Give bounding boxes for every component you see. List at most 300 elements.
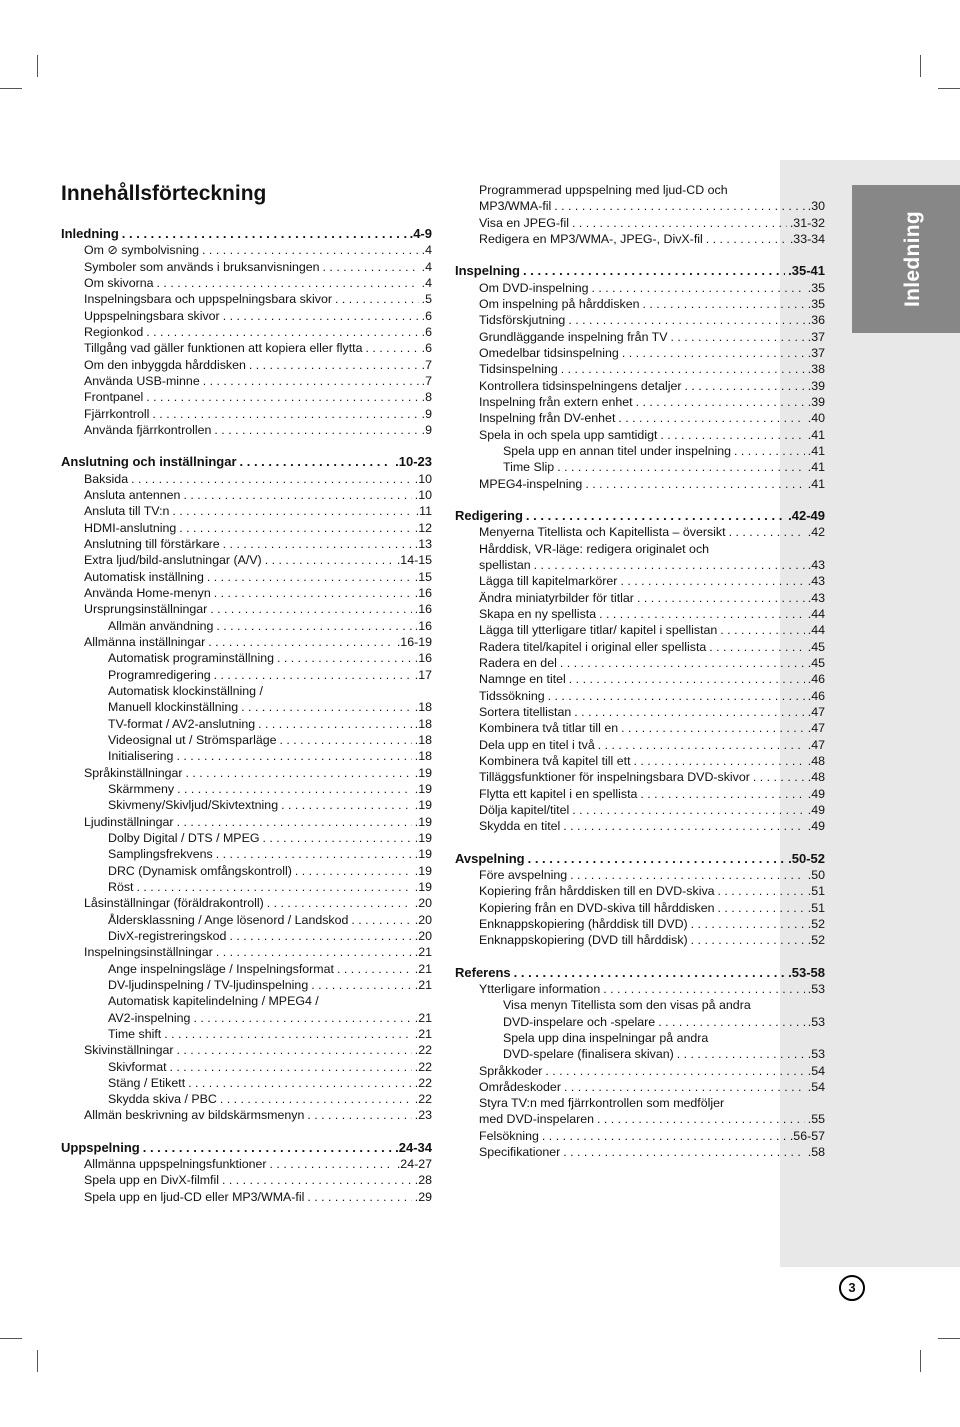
toc-entry bbox=[84, 944, 432, 960]
toc-entry-page: .56-57 bbox=[789, 1128, 825, 1143]
toc-entry bbox=[479, 622, 825, 638]
toc-dot-leader bbox=[574, 704, 804, 720]
toc-entry-page: .22 bbox=[414, 1059, 432, 1074]
toc-entry bbox=[479, 1111, 825, 1127]
toc-entry-title: Stäng / Etikett bbox=[108, 1075, 186, 1090]
toc-dot-leader bbox=[223, 308, 419, 324]
toc-entry bbox=[84, 389, 432, 405]
toc-dot-leader bbox=[249, 357, 419, 373]
toc-entry bbox=[479, 655, 825, 671]
toc-entry-title: Skydda skiva / PBC bbox=[108, 1092, 217, 1107]
toc-entry bbox=[84, 259, 432, 275]
toc-entry bbox=[479, 312, 825, 328]
toc-entry-page: .10 bbox=[414, 487, 432, 502]
toc-dot-leader bbox=[307, 1189, 411, 1205]
toc-entry bbox=[479, 1128, 825, 1144]
toc-entry bbox=[108, 1010, 432, 1026]
toc-entry-page: .24-27 bbox=[396, 1157, 432, 1172]
toc-entry-page: .49 bbox=[807, 786, 825, 801]
toc-entry-page: .19 bbox=[414, 830, 432, 845]
toc-entry bbox=[84, 601, 432, 617]
toc-entry-page: .31-32 bbox=[789, 215, 825, 230]
toc-entry bbox=[84, 291, 432, 307]
toc-entry-page: .4-9 bbox=[409, 226, 432, 241]
toc-entry-title: MPEG4-inspelning bbox=[479, 476, 583, 491]
toc-dot-leader bbox=[216, 944, 412, 960]
toc-entry-title: Inspelning från DV-enhet bbox=[479, 411, 616, 426]
toc-entry bbox=[84, 1189, 432, 1205]
toc-entry-title: Felsökning bbox=[479, 1128, 539, 1143]
toc-entry-title: Om DVD-inspelning bbox=[479, 280, 589, 295]
toc-entry bbox=[479, 802, 825, 818]
toc-entry-title: Frontpanel bbox=[84, 390, 144, 405]
toc-entry-title: Använda Home-menyn bbox=[84, 585, 211, 600]
toc-dot-leader bbox=[136, 879, 411, 895]
toc-entry bbox=[84, 471, 432, 487]
toc-entry-page: .9 bbox=[421, 422, 432, 437]
toc-entry-title: Kontrollera tidsinspelningens detaljer bbox=[479, 378, 682, 393]
toc-entry-page: .46 bbox=[807, 688, 825, 703]
toc-entry-title: Flytta ett kapitel i en spellista bbox=[479, 786, 638, 801]
toc-entry-title: Tidsförskjutning bbox=[479, 313, 566, 328]
toc-entry-page: .41 bbox=[807, 443, 825, 458]
toc-dot-leader bbox=[677, 1046, 805, 1062]
toc-dot-leader bbox=[560, 655, 805, 671]
toc-dot-leader bbox=[258, 716, 412, 732]
toc-entry-page: .40 bbox=[807, 411, 825, 426]
toc-entry-page: .42-49 bbox=[788, 507, 825, 523]
toc-entry bbox=[479, 557, 825, 573]
toc-entry-page: .55 bbox=[807, 1112, 825, 1127]
toc-dot-leader bbox=[216, 846, 412, 862]
toc-entry-title: Symboler som används i bruksanvisningen bbox=[84, 259, 320, 274]
toc-dot-leader bbox=[660, 427, 804, 443]
toc-entry bbox=[84, 765, 432, 781]
toc-entry-page: .58 bbox=[807, 1145, 825, 1160]
toc-dot-leader bbox=[718, 900, 805, 916]
toc-entry-title: Hårddisk, VR-läge: redigera originalet och bbox=[479, 541, 710, 556]
toc-dot-leader bbox=[241, 699, 412, 715]
toc-entry-title: Ändra miniatyrbilder för titlar bbox=[479, 590, 634, 605]
toc-dot-leader bbox=[598, 737, 805, 753]
crop-mark bbox=[920, 1350, 921, 1372]
toc-dot-leader bbox=[622, 345, 805, 361]
toc-entry-page: .44 bbox=[807, 623, 825, 638]
toc-entry-title: Tillgång vad gäller funktionen att kopiera eller flytta bbox=[84, 341, 363, 356]
toc-dot-leader bbox=[179, 520, 411, 536]
toc-entry-page: .22 bbox=[414, 1043, 432, 1058]
toc-entry-title: TV-format / AV2-anslutning bbox=[108, 716, 256, 731]
toc-dot-leader bbox=[277, 650, 412, 666]
toc-dot-leader bbox=[534, 557, 805, 573]
toc-dot-leader bbox=[270, 1156, 394, 1172]
toc-dot-leader bbox=[563, 1144, 804, 1160]
toc-dot-leader bbox=[572, 215, 787, 231]
toc-entry bbox=[84, 422, 432, 438]
toc-entry bbox=[479, 476, 825, 492]
toc-entry bbox=[479, 769, 825, 785]
toc-entry-title: Automatisk kapitelindelning / MPEG4 / bbox=[108, 994, 319, 1009]
toc-entry-page: .50 bbox=[807, 867, 825, 882]
toc-dot-leader bbox=[570, 867, 805, 883]
toc-entry bbox=[84, 308, 432, 324]
toc-entry-title: DV-ljudinspelning / TV-ljudinspelning bbox=[108, 977, 309, 992]
toc-entry-page: .18 bbox=[414, 700, 432, 715]
toc-entry-title: Kombinera två kapitel till ett bbox=[479, 753, 631, 768]
toc-entry-title: Skydda en titel bbox=[479, 819, 561, 834]
toc-entry bbox=[479, 198, 825, 214]
toc-dot-leader bbox=[295, 863, 412, 879]
toc-dot-leader bbox=[637, 590, 805, 606]
toc-entry-title: Allmänna inställningar bbox=[84, 634, 206, 649]
toc-entry bbox=[479, 786, 825, 802]
toc-dot-leader bbox=[545, 1063, 804, 1079]
toc-entry-page: .47 bbox=[807, 704, 825, 719]
toc-entry-page: .23 bbox=[414, 1108, 432, 1123]
toc-entry-title: Referens bbox=[455, 964, 511, 980]
toc-entry-title: Dolby Digital / DTS / MPEG bbox=[108, 830, 260, 845]
toc-entry-page: .22 bbox=[414, 1075, 432, 1090]
toc-entry-title: Spela in och spela upp samtidigt bbox=[479, 427, 658, 442]
toc-entry-title: Uppspelning bbox=[61, 1139, 140, 1155]
crop-mark bbox=[0, 1338, 22, 1339]
toc-entry-page: .19 bbox=[414, 765, 432, 780]
toc-entry-title: Omedelbar tidsinspelning bbox=[479, 345, 619, 360]
toc-entry bbox=[479, 753, 825, 769]
toc-dot-leader bbox=[561, 361, 805, 377]
toc-dot-leader bbox=[706, 231, 787, 247]
toc-dot-leader bbox=[186, 765, 412, 781]
toc-entry bbox=[479, 981, 825, 997]
toc-entry-page: .47 bbox=[807, 737, 825, 752]
toc-entry-title: Redigering bbox=[455, 507, 523, 523]
toc-entry-page: .14-15 bbox=[396, 553, 432, 568]
toc-entry bbox=[479, 329, 825, 345]
toc-entry-page: .11 bbox=[415, 504, 432, 519]
toc-entry bbox=[84, 324, 432, 340]
toc-entry-page: .6 bbox=[421, 341, 432, 356]
toc-dot-leader bbox=[210, 601, 411, 617]
toc-entry-title: Visa en JPEG-fil bbox=[479, 215, 569, 230]
toc-dot-leader bbox=[685, 378, 805, 394]
toc-entry-page: .51 bbox=[807, 900, 825, 915]
toc-entry-page: .54 bbox=[807, 1079, 825, 1094]
toc-dot-leader bbox=[597, 1111, 805, 1127]
toc-entry-title: Om den inbyggda hårddisken bbox=[84, 357, 246, 372]
toc-entry-page: .41 bbox=[807, 460, 825, 475]
toc-dot-leader bbox=[691, 932, 805, 948]
toc-entry-page: .52 bbox=[807, 916, 825, 931]
toc-entry-page: .4 bbox=[421, 275, 432, 290]
toc-entry bbox=[84, 552, 432, 568]
toc-entry bbox=[108, 699, 432, 715]
toc-entry-page: .54 bbox=[807, 1063, 825, 1078]
toc-entry-title: DRC (Dynamisk omfångskontroll) bbox=[108, 863, 292, 878]
toc-entry bbox=[479, 720, 825, 736]
toc-dot-leader bbox=[170, 1059, 412, 1075]
toc-entry-page: .16 bbox=[414, 602, 432, 617]
toc-entry-page: .21 bbox=[414, 977, 432, 992]
toc-entry-page: .53 bbox=[807, 1047, 825, 1062]
toc-dot-leader bbox=[557, 459, 805, 475]
toc-entry-title: Inspelningsinställningar bbox=[84, 945, 213, 960]
toc-dot-leader bbox=[223, 536, 412, 552]
toc-entry-title: Skapa en ny spellista bbox=[479, 606, 597, 621]
toc-entry bbox=[479, 932, 825, 948]
toc-entry-page: .19 bbox=[414, 863, 432, 878]
toc-dot-leader bbox=[671, 329, 805, 345]
toc-entry-page: .43 bbox=[807, 590, 825, 605]
toc-dot-leader bbox=[177, 781, 412, 797]
toc-entry-page: .19 bbox=[414, 814, 432, 829]
section-tab-label: Inledning bbox=[901, 210, 924, 308]
toc-entry bbox=[84, 340, 432, 356]
toc-entry-title: Allmän användning bbox=[108, 618, 214, 633]
toc-entry-title: Avspelning bbox=[455, 850, 525, 866]
toc-entry bbox=[84, 503, 432, 519]
toc-entry bbox=[108, 732, 432, 748]
toc-dot-leader bbox=[523, 263, 785, 279]
toc-entry bbox=[479, 296, 825, 312]
toc-entry-page: .53 bbox=[807, 1014, 825, 1029]
toc-entry-title: Fjärrkontroll bbox=[84, 406, 150, 421]
toc-entry bbox=[479, 900, 825, 916]
toc-entry-page: .41 bbox=[807, 476, 825, 491]
toc-entry-page: .20 bbox=[414, 912, 432, 927]
toc-entry bbox=[479, 524, 825, 540]
toc-entry bbox=[479, 1095, 825, 1111]
toc-entry-page: .19 bbox=[414, 847, 432, 862]
toc-entry-title: MP3/WMA-fil bbox=[479, 199, 552, 214]
toc-entry-title: Samplingsfrekvens bbox=[108, 847, 213, 862]
toc-dot-leader bbox=[528, 851, 786, 867]
toc-dot-leader bbox=[618, 410, 804, 426]
toc-entry bbox=[479, 606, 825, 622]
toc-entry-page: .53 bbox=[807, 981, 825, 996]
toc-entry bbox=[503, 459, 825, 475]
toc-entry-title: Språkkoder bbox=[479, 1063, 543, 1078]
toc-entry-title: Språkinställningar bbox=[84, 765, 183, 780]
toc-entry-title: Radera titel/kapitel i original eller spellista bbox=[479, 639, 707, 654]
toc-entry bbox=[84, 1107, 432, 1123]
toc-entry-title: AV2-inspelning bbox=[108, 1010, 191, 1025]
toc-entry-page: .18 bbox=[414, 732, 432, 747]
toc-entry bbox=[108, 1059, 432, 1075]
toc-entry-title: Skivmeny/Skivljud/Skivtextning bbox=[108, 798, 279, 813]
toc-section-heading bbox=[61, 226, 432, 242]
toc-entry-page: .47 bbox=[807, 721, 825, 736]
toc-entry-title: Enknappskopiering (hårddisk till DVD) bbox=[479, 916, 688, 931]
toc-entry bbox=[479, 231, 825, 247]
toc-entry-page: .19 bbox=[414, 798, 432, 813]
page-number: 3 bbox=[839, 1275, 865, 1301]
toc-entry-title: Skärmmeny bbox=[108, 781, 175, 796]
toc-entry-title: Inspelning från extern enhet bbox=[479, 394, 633, 409]
toc-entry-page: .43 bbox=[807, 557, 825, 572]
toc-entry bbox=[108, 748, 432, 764]
toc-entry-page: .13 bbox=[414, 536, 432, 551]
toc-dot-leader bbox=[157, 275, 419, 291]
toc-entry-title: Programmerad uppspelning med ljud-CD och bbox=[479, 183, 728, 197]
toc-entry bbox=[479, 688, 825, 704]
toc-entry-page: .16 bbox=[414, 585, 432, 600]
toc-entry bbox=[479, 867, 825, 883]
toc-entry bbox=[479, 410, 825, 426]
toc-entry bbox=[108, 618, 432, 634]
toc-entry-title: Automatisk programinställning bbox=[108, 651, 274, 666]
toc-dot-leader bbox=[599, 606, 805, 622]
toc-entry bbox=[84, 406, 432, 422]
toc-dot-leader bbox=[564, 1079, 805, 1095]
toc-entry-page: .48 bbox=[807, 753, 825, 768]
toc-entry-title: Skivformat bbox=[108, 1059, 167, 1074]
toc-entry bbox=[479, 541, 825, 557]
toc-entry bbox=[479, 818, 825, 834]
toc-entry-title: Tilläggsfunktioner för inspelningsbara DVD-skivor bbox=[479, 770, 750, 785]
toc-entry bbox=[108, 683, 432, 699]
toc-entry bbox=[479, 345, 825, 361]
toc-entry-page: .21 bbox=[414, 1026, 432, 1041]
toc-entry-title: Time Slip bbox=[503, 460, 555, 475]
toc-dot-leader bbox=[729, 524, 805, 540]
toc-entry-page: .43 bbox=[807, 574, 825, 589]
toc-entry-title: Spela upp en ljud-CD eller MP3/WMA-fil bbox=[84, 1189, 305, 1204]
toc-entry-page: .20 bbox=[414, 928, 432, 943]
toc-entry-title: Om inspelning på hårddisken bbox=[479, 296, 640, 311]
toc-dot-leader bbox=[311, 977, 412, 993]
toc-entry-page: .18 bbox=[414, 749, 432, 764]
toc-entry-page: .9 bbox=[421, 406, 432, 421]
toc-dot-leader bbox=[366, 340, 419, 356]
toc-entry-page: .37 bbox=[807, 329, 825, 344]
toc-dot-leader bbox=[267, 895, 412, 911]
toc-entry-title: Anslutning till förstärkare bbox=[84, 536, 220, 551]
toc-dot-leader bbox=[146, 324, 418, 340]
toc-entry bbox=[108, 1026, 432, 1042]
toc-entry-page: .38 bbox=[807, 362, 825, 377]
toc-entry-page: .6 bbox=[421, 324, 432, 339]
toc-entry bbox=[108, 650, 432, 666]
toc-entry-page: .21 bbox=[414, 1010, 432, 1025]
toc-entry-page: .22 bbox=[414, 1092, 432, 1107]
toc-entry-title: Allmänna uppspelningsfunktioner bbox=[84, 1157, 267, 1172]
toc-entry bbox=[479, 215, 825, 231]
toc-entry-title: Time shift bbox=[108, 1026, 162, 1041]
toc-dot-leader bbox=[634, 753, 805, 769]
toc-entry-page: .7 bbox=[421, 357, 432, 372]
toc-dot-leader bbox=[202, 242, 419, 258]
toc-entry bbox=[108, 667, 432, 683]
toc-entry bbox=[84, 242, 432, 258]
toc-entry bbox=[108, 830, 432, 846]
toc-dot-leader bbox=[335, 291, 419, 307]
toc-entry-page: .6 bbox=[421, 308, 432, 323]
toc-dot-leader bbox=[193, 1010, 411, 1026]
crop-mark bbox=[938, 88, 960, 89]
toc-dot-leader bbox=[568, 312, 804, 328]
toc-entry bbox=[108, 912, 432, 928]
toc-section-heading bbox=[61, 1140, 432, 1156]
toc-dot-leader bbox=[177, 814, 412, 830]
toc-entry-title: Kombinera två titlar till en bbox=[479, 721, 619, 736]
toc-entry bbox=[84, 275, 432, 291]
toc-dot-leader bbox=[207, 569, 412, 585]
toc-dot-leader bbox=[620, 573, 804, 589]
toc-entry bbox=[479, 573, 825, 589]
toc-entry-title: Dölja kapitel/titel bbox=[479, 802, 570, 817]
toc-entry-title: Sortera titellistan bbox=[479, 704, 572, 719]
toc-entry-title: Tidsinspelning bbox=[479, 362, 558, 377]
toc-dot-leader bbox=[636, 394, 805, 410]
toc-dot-leader bbox=[183, 487, 411, 503]
toc-entry-page: .45 bbox=[807, 655, 825, 670]
toc-entry-title: Enknappskopiering (DVD till hårddisk) bbox=[479, 933, 688, 948]
toc-entry-title: Spela upp en annan titel under inspelning bbox=[503, 443, 732, 458]
toc-dot-leader bbox=[188, 1075, 412, 1091]
toc-entry-title: Tidssökning bbox=[479, 688, 545, 703]
toc-entry bbox=[84, 569, 432, 585]
toc-entry bbox=[479, 704, 825, 720]
toc-entry bbox=[84, 373, 432, 389]
toc-entry bbox=[479, 394, 825, 410]
toc-entry bbox=[108, 977, 432, 993]
toc-entry-title: med DVD-inspelaren bbox=[479, 1112, 595, 1127]
toc-entry bbox=[479, 361, 825, 377]
toc-entry-page: .49 bbox=[807, 802, 825, 817]
toc-dot-leader bbox=[222, 1172, 412, 1188]
toc-dot-leader bbox=[548, 688, 805, 704]
toc-dot-leader bbox=[572, 802, 805, 818]
toc-dot-leader bbox=[718, 883, 805, 899]
toc-entry-title: Om ⊘ symbolvisning bbox=[84, 243, 200, 258]
toc-entry-page: .41 bbox=[807, 427, 825, 442]
toc-entry bbox=[108, 928, 432, 944]
toc-dot-leader bbox=[621, 720, 805, 736]
toc-entry-page: .18 bbox=[414, 716, 432, 731]
toc-entry-title: Om skivorna bbox=[84, 275, 154, 290]
toc-entry-title: Specifikationer bbox=[479, 1145, 561, 1160]
toc-entry-title: Radera en del bbox=[479, 655, 557, 670]
toc-entry bbox=[479, 427, 825, 443]
toc-dot-leader bbox=[229, 928, 411, 944]
toc-dot-leader bbox=[122, 226, 407, 242]
toc-entry-title: spellistan bbox=[479, 557, 531, 572]
toc-entry-title: Ytterligare information bbox=[479, 981, 601, 996]
toc-section-heading bbox=[61, 454, 432, 470]
toc-entry-title: Inledning bbox=[61, 226, 119, 241]
toc-dot-leader bbox=[542, 1128, 787, 1144]
toc-dot-leader bbox=[691, 916, 805, 932]
toc-dot-leader bbox=[262, 830, 411, 846]
toc-entry-title: Ansluta antennen bbox=[84, 487, 181, 502]
toc-entry bbox=[479, 280, 825, 296]
toc-entry-title: Anslutning och inställningar bbox=[61, 454, 237, 470]
toc-entry bbox=[84, 487, 432, 503]
toc-entry-page: .37 bbox=[807, 345, 825, 360]
toc-entry bbox=[108, 716, 432, 732]
toc-entry-title: Videosignal ut / Strömsparläge bbox=[108, 732, 277, 747]
toc-entry-title: Namnge en titel bbox=[479, 672, 566, 687]
toc-entry-page: .5 bbox=[421, 292, 432, 307]
toc-entry-title: Initialisering bbox=[108, 749, 174, 764]
toc-entry-title: Uppspelningsbara skivor bbox=[84, 308, 220, 323]
toc-entry bbox=[479, 916, 825, 932]
toc-entry-page: .16-19 bbox=[396, 634, 432, 649]
toc-dot-leader bbox=[603, 981, 805, 997]
toc-entry-page: .17 bbox=[414, 667, 432, 682]
toc-dot-leader bbox=[214, 422, 418, 438]
toc-dot-leader bbox=[203, 373, 419, 389]
